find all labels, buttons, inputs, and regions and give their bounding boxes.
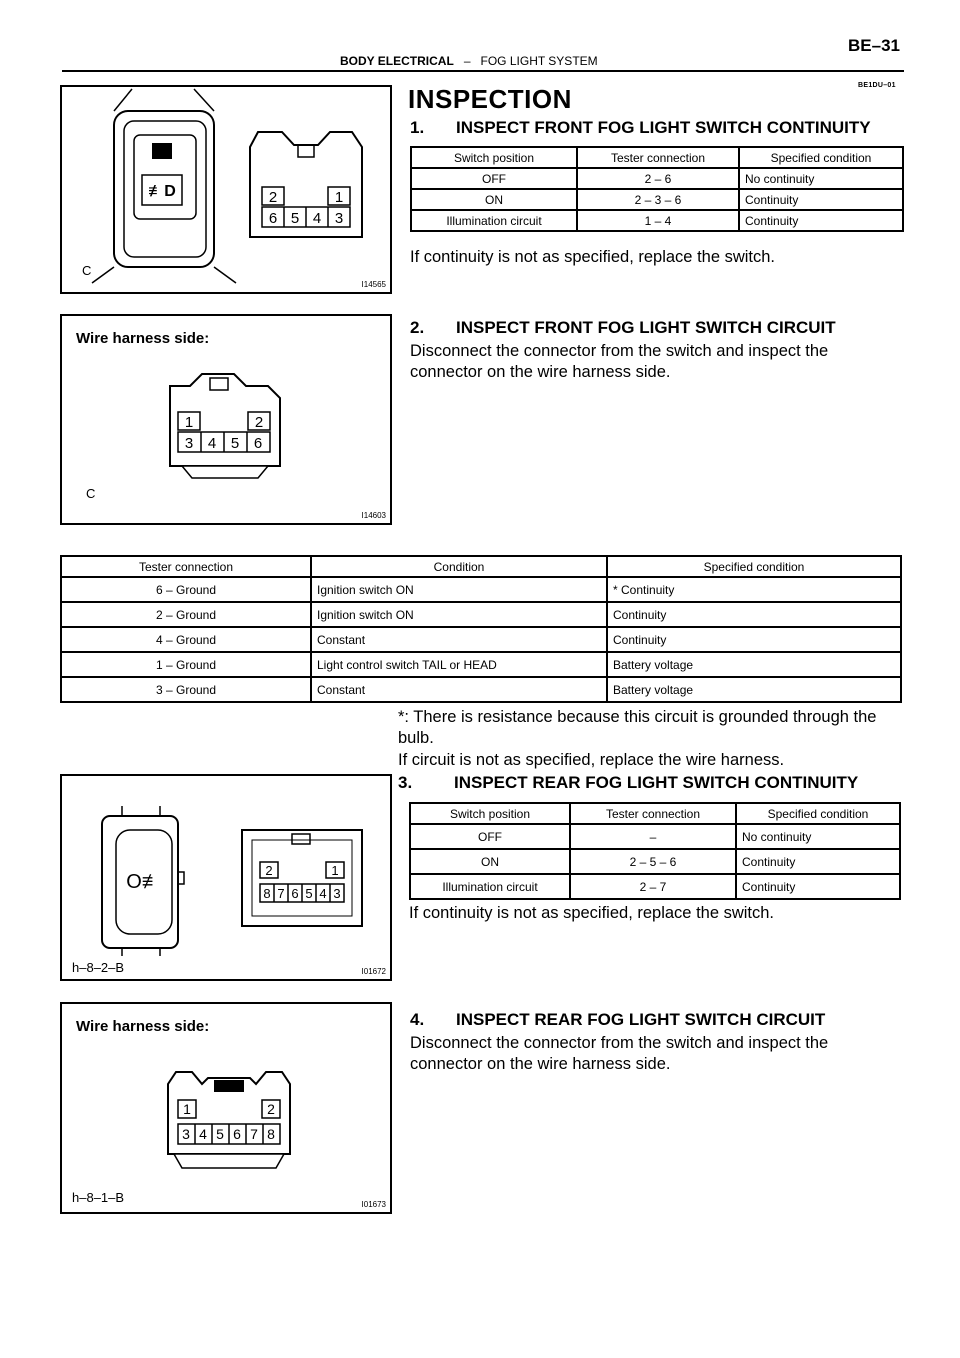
pin-label: 5 <box>290 210 300 227</box>
pin-label: 8 <box>267 1126 275 1142</box>
table-cell: 1 – 4 <box>577 210 739 231</box>
page-heading: INSPECTION <box>408 84 572 114</box>
step-4-title <box>410 1010 825 1030</box>
table-cell: No continuity <box>739 168 903 189</box>
table-cell: Illumination circuit <box>411 210 577 231</box>
table-cell: ON <box>411 189 577 210</box>
table-header: Specified condition <box>736 803 900 824</box>
table-cell: Constant <box>311 627 607 652</box>
step-4-text: Disconnect the connector from the switch and inspect the connector on the wire harness side. <box>410 1034 829 1073</box>
front-switch-continuity-table <box>410 146 904 232</box>
pin-label: 4 <box>319 886 327 901</box>
table-cell: 2 – 7 <box>570 874 736 899</box>
table-header: Tester connection <box>61 556 311 577</box>
table-cell: Battery voltage <box>607 677 901 702</box>
step-2-footnote: *: There is resistance because this circuit is grounded through the bulb. <box>398 708 877 747</box>
pin-label: 7 <box>277 886 285 901</box>
table-header: Tester connection <box>577 147 739 168</box>
pin-label: 4 <box>312 210 322 227</box>
table-cell: 1 – Ground <box>61 652 311 677</box>
table-cell: 2 – 6 <box>577 168 739 189</box>
front-fog-icon: ≢D <box>148 183 176 200</box>
pin-label: 3 <box>333 886 341 901</box>
step-number: 1. <box>410 118 425 137</box>
section-name: BODY ELECTRICAL <box>340 54 454 68</box>
table-cell: ON <box>410 849 570 874</box>
table-cell: OFF <box>410 824 570 849</box>
step-title: INSPECT FRONT FOG LIGHT SWITCH CIRCUIT <box>456 318 836 337</box>
step-3-title <box>398 773 858 793</box>
figure-front-switch <box>60 85 392 294</box>
figure-corner-label: C <box>86 486 96 501</box>
front-harness-connector <box>62 316 390 523</box>
pin-label: 1 <box>184 414 194 431</box>
rear-fog-icon: O≢ <box>126 871 162 893</box>
pin-label: 4 <box>207 435 217 452</box>
pin-label: 8 <box>263 886 271 901</box>
header-rule <box>62 70 904 72</box>
table-cell: Continuity <box>736 874 900 899</box>
pin-label: 6 <box>268 210 278 227</box>
pin-label: 7 <box>250 1126 258 1142</box>
step-title: INSPECT FRONT FOG LIGHT SWITCH CONTINUITY <box>456 118 871 137</box>
step-title: INSPECT REAR FOG LIGHT SWITCH CONTINUITY <box>454 773 859 792</box>
step-2-note: If circuit is not as specified, replace the wire harness. <box>398 751 785 769</box>
table-cell: Continuity <box>739 189 903 210</box>
figure-corner-label: h–8–1–B <box>72 1190 125 1205</box>
section-title <box>340 54 598 68</box>
table-header: Specified condition <box>739 147 903 168</box>
table-cell: OFF <box>411 168 577 189</box>
table-cell: Light control switch TAIL or HEAD <box>311 652 607 677</box>
step-number: 3. <box>398 773 413 792</box>
front-switch-illustration <box>62 87 390 292</box>
pin-label: 1 <box>334 189 344 206</box>
pin-label: 3 <box>182 1126 190 1142</box>
table-cell: 2 – 3 – 6 <box>577 189 739 210</box>
figure-id: I14603 <box>361 511 386 520</box>
table-cell: Continuity <box>736 849 900 874</box>
document-code: BE1DU–01 <box>858 82 896 89</box>
table-cell: * Continuity <box>607 577 901 602</box>
table-cell: 2 – 5 – 6 <box>570 849 736 874</box>
step-title: INSPECT REAR FOG LIGHT SWITCH CIRCUIT <box>456 1010 826 1029</box>
figure-id: I01673 <box>361 1200 386 1209</box>
table-cell: Continuity <box>607 627 901 652</box>
table-cell: 6 – Ground <box>61 577 311 602</box>
rear-switch-continuity-table <box>409 802 901 900</box>
subsection-name: FOG LIGHT SYSTEM <box>480 54 598 68</box>
table-cell: 3 – Ground <box>61 677 311 702</box>
page-number: BE–31 <box>848 36 900 55</box>
table-header: Switch position <box>411 147 577 168</box>
table-cell: Battery voltage <box>607 652 901 677</box>
pin-label: 6 <box>233 1126 241 1142</box>
table-header: Condition <box>311 556 607 577</box>
pin-label: 3 <box>334 210 344 227</box>
pin-label: 6 <box>291 886 299 901</box>
table-header: Switch position <box>410 803 570 824</box>
pin-label: 5 <box>216 1126 224 1142</box>
table-cell: Continuity <box>607 602 901 627</box>
figure-caption: Wire harness side: <box>76 330 210 347</box>
section-dash: – <box>463 54 471 68</box>
table-cell: – <box>570 824 736 849</box>
step-number: 4. <box>410 1010 425 1029</box>
figure-caption: Wire harness side: <box>76 1018 210 1035</box>
figure-rear-harness <box>60 1002 392 1214</box>
pin-label: 2 <box>265 863 273 878</box>
rear-harness-connector <box>62 1004 390 1212</box>
table-cell: 2 – Ground <box>61 602 311 627</box>
front-harness-circuit-table <box>60 555 902 703</box>
figure-corner-label: h–8–2–B <box>72 960 125 975</box>
rear-switch-illustration <box>62 776 390 979</box>
table-cell: No continuity <box>736 824 900 849</box>
pin-label: 2 <box>267 1101 275 1117</box>
step-2-text: Disconnect the connector from the switch and inspect the connector on the wire harness side. <box>410 342 829 381</box>
pin-label: 1 <box>331 863 339 878</box>
pin-label: 4 <box>199 1126 207 1142</box>
pin-label: 6 <box>253 435 263 452</box>
table-cell: Illumination circuit <box>410 874 570 899</box>
pin-label: 5 <box>305 886 313 901</box>
figure-rear-switch <box>60 774 392 981</box>
figure-id: I14565 <box>361 280 386 289</box>
step-1-note: If continuity is not as specified, replace the switch. <box>410 248 776 266</box>
table-header: Specified condition <box>607 556 901 577</box>
pin-label: 2 <box>268 189 278 206</box>
table-cell: 4 – Ground <box>61 627 311 652</box>
step-number: 2. <box>410 318 425 337</box>
figure-front-harness <box>60 314 392 525</box>
table-cell: Ignition switch ON <box>311 577 607 602</box>
figure-id: I01672 <box>361 967 386 976</box>
pin-label: 1 <box>183 1101 191 1117</box>
step-3-note: If continuity is not as specified, replace the switch. <box>409 904 775 922</box>
step-2-title <box>410 318 836 338</box>
table-cell: Constant <box>311 677 607 702</box>
pin-label: 2 <box>254 414 264 431</box>
table-cell: Ignition switch ON <box>311 602 607 627</box>
figure-corner-label: C <box>82 263 92 278</box>
table-cell: Continuity <box>739 210 903 231</box>
pin-label: 5 <box>230 435 240 452</box>
step-1-title <box>410 118 871 138</box>
table-header: Tester connection <box>570 803 736 824</box>
pin-label: 3 <box>184 435 194 452</box>
